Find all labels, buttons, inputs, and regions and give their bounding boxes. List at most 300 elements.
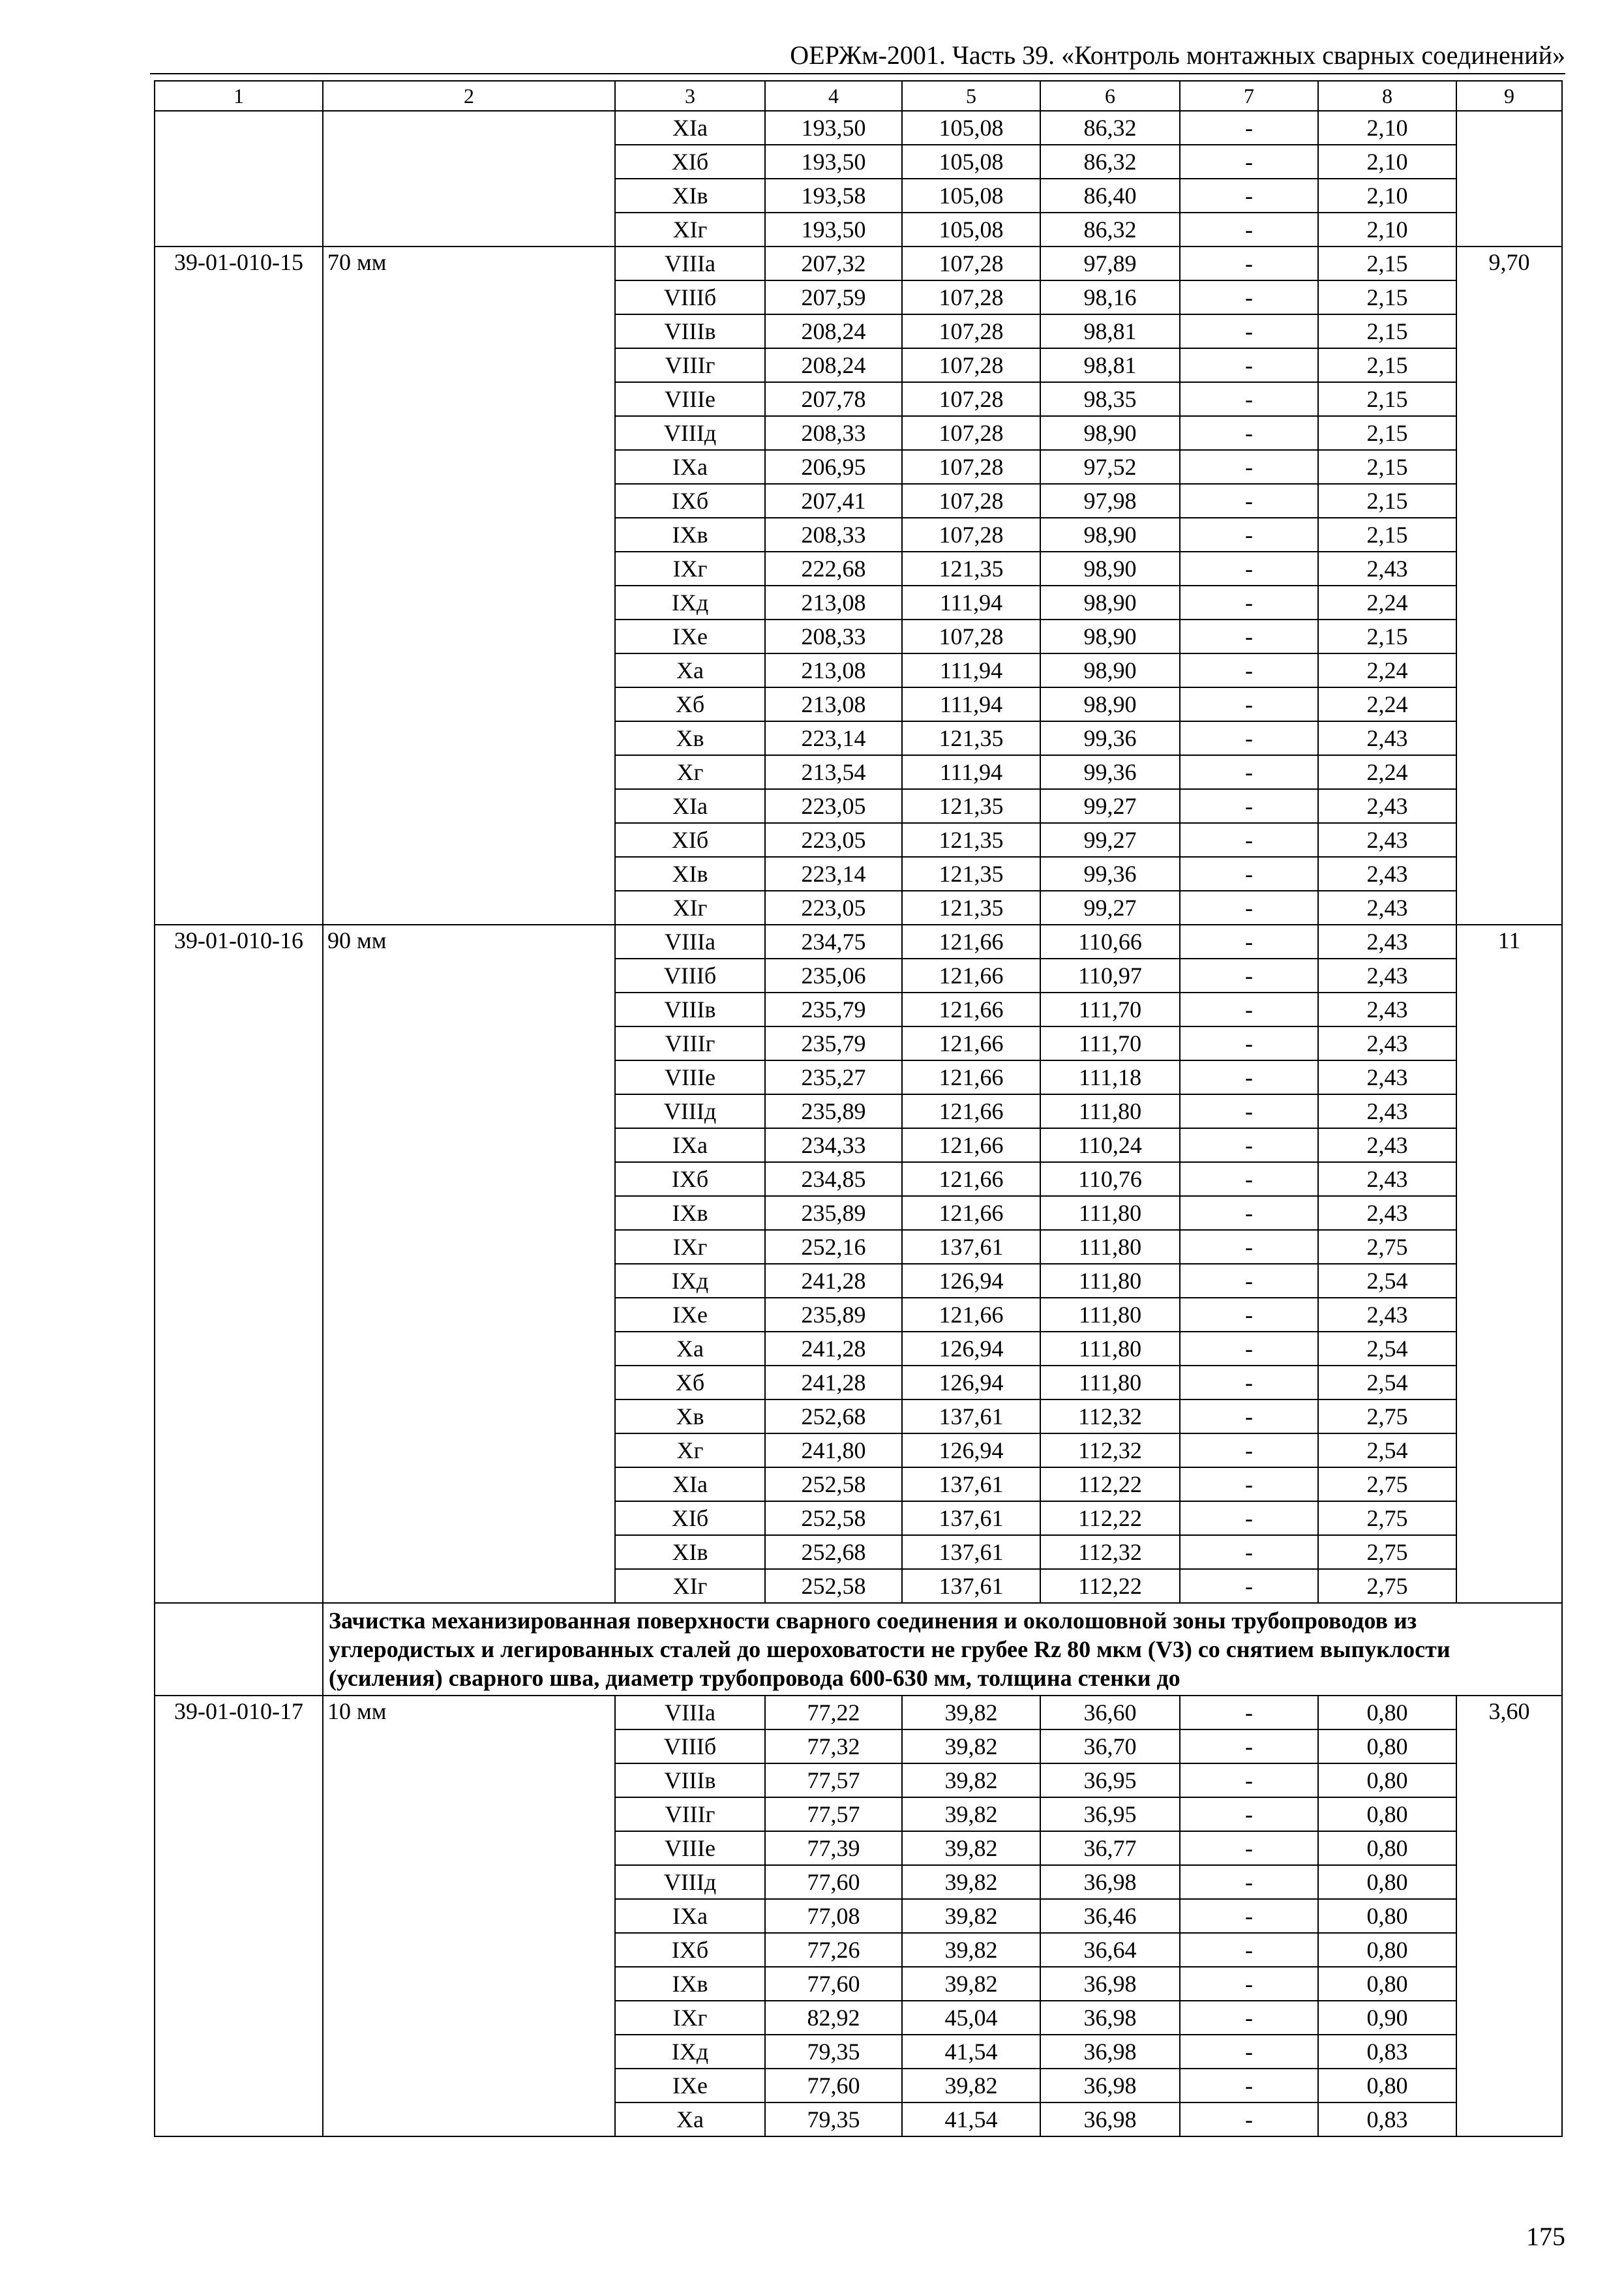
total-cost: 223,05 bbox=[765, 823, 902, 857]
materials-cost: - bbox=[1180, 552, 1318, 586]
category: IXд bbox=[615, 2035, 765, 2069]
labor-hours: 0,80 bbox=[1318, 1729, 1456, 1763]
materials-cost: - bbox=[1180, 1128, 1318, 1162]
category: Xв bbox=[615, 721, 765, 755]
page-header-title: ОЕРЖм-2001. Часть 39. «Контроль монтажных сварных соединений» bbox=[790, 40, 1565, 70]
machine-cost: 112,32 bbox=[1040, 1433, 1180, 1467]
category: IXв bbox=[615, 1196, 765, 1230]
labor-cost: 126,94 bbox=[902, 1264, 1040, 1298]
labor-cost: 111,94 bbox=[902, 653, 1040, 687]
materials-cost: - bbox=[1180, 1831, 1318, 1865]
materials-cost: - bbox=[1180, 1763, 1318, 1797]
total-cost: 208,24 bbox=[765, 314, 902, 348]
category: IXг bbox=[615, 1230, 765, 1264]
labor-hours: 2,24 bbox=[1318, 653, 1456, 687]
category: VIIIб bbox=[615, 1729, 765, 1763]
category: IXа bbox=[615, 1128, 765, 1162]
table-body bbox=[155, 111, 1562, 2136]
labor-hours: 0,80 bbox=[1318, 1899, 1456, 1933]
labor-hours: 0,80 bbox=[1318, 1967, 1456, 2001]
total-cost: 77,22 bbox=[765, 1696, 902, 1729]
labor-cost: 107,28 bbox=[902, 247, 1040, 280]
labor-cost: 121,66 bbox=[902, 1196, 1040, 1230]
materials-cost: - bbox=[1180, 1162, 1318, 1196]
machine-cost: 36,60 bbox=[1040, 1696, 1180, 1729]
labor-hours: 0,80 bbox=[1318, 1797, 1456, 1831]
labor-hours: 2,10 bbox=[1318, 111, 1456, 145]
labor-hours: 2,75 bbox=[1318, 1569, 1456, 1603]
materials-cost: - bbox=[1180, 1501, 1318, 1535]
category: Xб bbox=[615, 1366, 765, 1399]
total-cost: 77,60 bbox=[765, 1865, 902, 1899]
machine-cost: 111,70 bbox=[1040, 993, 1180, 1026]
total-cost: 234,33 bbox=[765, 1128, 902, 1162]
total-cost: 82,92 bbox=[765, 2001, 902, 2035]
norm-code bbox=[155, 111, 323, 247]
materials-cost: - bbox=[1180, 1467, 1318, 1501]
category: VIIIе bbox=[615, 382, 765, 416]
labor-hours: 2,15 bbox=[1318, 620, 1456, 653]
machine-cost: 36,98 bbox=[1040, 1967, 1180, 2001]
machine-cost: 36,95 bbox=[1040, 1797, 1180, 1831]
labor-cost: 39,82 bbox=[902, 1763, 1040, 1797]
category: Xа bbox=[615, 653, 765, 687]
materials-cost: - bbox=[1180, 518, 1318, 552]
labor-hours: 2,10 bbox=[1318, 179, 1456, 213]
total-cost: 213,08 bbox=[765, 653, 902, 687]
machine-cost: 86,40 bbox=[1040, 179, 1180, 213]
labor-cost: 121,66 bbox=[902, 1026, 1040, 1060]
total-cost: 235,79 bbox=[765, 993, 902, 1026]
machine-cost: 99,36 bbox=[1040, 721, 1180, 755]
machine-cost: 111,80 bbox=[1040, 1298, 1180, 1332]
machine-cost: 36,70 bbox=[1040, 1729, 1180, 1763]
machine-cost: 111,18 bbox=[1040, 1060, 1180, 1094]
machine-cost: 112,22 bbox=[1040, 1467, 1180, 1501]
labor-cost: 121,66 bbox=[902, 1094, 1040, 1128]
labor-cost: 39,82 bbox=[902, 1729, 1040, 1763]
machine-cost: 98,90 bbox=[1040, 416, 1180, 450]
labor-cost: 45,04 bbox=[902, 2001, 1040, 2035]
total-cost: 241,28 bbox=[765, 1332, 902, 1366]
labor-hours: 2,15 bbox=[1318, 518, 1456, 552]
labor-cost: 137,61 bbox=[902, 1467, 1040, 1501]
labor-hours: 0,80 bbox=[1318, 1696, 1456, 1729]
category: IXб bbox=[615, 1933, 765, 1967]
machine-cost: 86,32 bbox=[1040, 145, 1180, 179]
header-rule bbox=[150, 73, 1565, 74]
materials-cost: - bbox=[1180, 1535, 1318, 1569]
labor-cost: 126,94 bbox=[902, 1332, 1040, 1366]
total-cost: 207,41 bbox=[765, 484, 902, 518]
materials-cost: - bbox=[1180, 179, 1318, 213]
labor-hours: 2,75 bbox=[1318, 1535, 1456, 1569]
total-cost: 77,57 bbox=[765, 1763, 902, 1797]
labor-cost: 107,28 bbox=[902, 484, 1040, 518]
total-cost: 213,08 bbox=[765, 586, 902, 620]
materials-cost: - bbox=[1180, 1366, 1318, 1399]
labor-cost: 39,82 bbox=[902, 2069, 1040, 2102]
total-cost: 208,24 bbox=[765, 348, 902, 382]
labor-hours: 2,24 bbox=[1318, 687, 1456, 721]
total-cost: 207,59 bbox=[765, 280, 902, 314]
machine-cost: 99,27 bbox=[1040, 891, 1180, 925]
labor-cost: 121,35 bbox=[902, 552, 1040, 586]
total-cost: 223,14 bbox=[765, 857, 902, 891]
category: Xа bbox=[615, 2102, 765, 2136]
machine-cost: 36,98 bbox=[1040, 2102, 1180, 2136]
materials-cost: - bbox=[1180, 213, 1318, 247]
total-cost: 235,89 bbox=[765, 1196, 902, 1230]
materials-cost: - bbox=[1180, 586, 1318, 620]
category: IXб bbox=[615, 484, 765, 518]
machine-cost: 111,80 bbox=[1040, 1094, 1180, 1128]
materials-cost: - bbox=[1180, 789, 1318, 823]
materials-cost: - bbox=[1180, 925, 1318, 959]
machine-cost: 36,98 bbox=[1040, 2069, 1180, 2102]
labor-cost: 121,66 bbox=[902, 1298, 1040, 1332]
labor-cost: 107,28 bbox=[902, 348, 1040, 382]
labor-cost: 121,35 bbox=[902, 789, 1040, 823]
machine-cost: 98,16 bbox=[1040, 280, 1180, 314]
labor-cost: 105,08 bbox=[902, 111, 1040, 145]
total-cost: 193,50 bbox=[765, 213, 902, 247]
labor-cost: 39,82 bbox=[902, 1967, 1040, 2001]
machine-cost: 110,24 bbox=[1040, 1128, 1180, 1162]
machine-cost: 111,80 bbox=[1040, 1264, 1180, 1298]
machine-cost: 99,27 bbox=[1040, 823, 1180, 857]
materials-cost: - bbox=[1180, 1298, 1318, 1332]
total-cost: 223,14 bbox=[765, 721, 902, 755]
materials-cost: - bbox=[1180, 653, 1318, 687]
materials-cost: - bbox=[1180, 382, 1318, 416]
labor-cost: 137,61 bbox=[902, 1399, 1040, 1433]
category: IXа bbox=[615, 1899, 765, 1933]
total-cost: 77,32 bbox=[765, 1729, 902, 1763]
machine-cost: 98,90 bbox=[1040, 687, 1180, 721]
machine-cost: 99,27 bbox=[1040, 789, 1180, 823]
labor-hours: 2,15 bbox=[1318, 416, 1456, 450]
total-cost: 193,58 bbox=[765, 179, 902, 213]
category: XIб bbox=[615, 823, 765, 857]
labor-cost: 137,61 bbox=[902, 1230, 1040, 1264]
machine-cost: 97,98 bbox=[1040, 484, 1180, 518]
machine-cost: 112,32 bbox=[1040, 1535, 1180, 1569]
total-cost: 77,26 bbox=[765, 1933, 902, 1967]
materials-cost: - bbox=[1180, 1264, 1318, 1298]
labor-hours: 2,75 bbox=[1318, 1501, 1456, 1535]
materials-cost: - bbox=[1180, 1094, 1318, 1128]
materials-cost: - bbox=[1180, 1933, 1318, 1967]
category: Xг bbox=[615, 1433, 765, 1467]
machine-cost: 110,66 bbox=[1040, 925, 1180, 959]
labor-hours: 2,10 bbox=[1318, 213, 1456, 247]
labor-cost: 111,94 bbox=[902, 687, 1040, 721]
labor-hours: 0,80 bbox=[1318, 2069, 1456, 2102]
labor-hours: 2,43 bbox=[1318, 1128, 1456, 1162]
machine-cost: 98,81 bbox=[1040, 348, 1180, 382]
machine-cost: 36,77 bbox=[1040, 1831, 1180, 1865]
labor-hours: 2,10 bbox=[1318, 145, 1456, 179]
total-cost: 208,33 bbox=[765, 416, 902, 450]
labor-hours: 2,43 bbox=[1318, 993, 1456, 1026]
materials-cost: - bbox=[1180, 484, 1318, 518]
total-cost: 79,35 bbox=[765, 2035, 902, 2069]
materials-cost: - bbox=[1180, 1899, 1318, 1933]
materials-cost: - bbox=[1180, 959, 1318, 993]
machine-cost: 99,36 bbox=[1040, 755, 1180, 789]
total-cost: 223,05 bbox=[765, 789, 902, 823]
total-cost: 252,58 bbox=[765, 1467, 902, 1501]
wall-thickness bbox=[323, 111, 615, 247]
labor-cost: 121,66 bbox=[902, 959, 1040, 993]
labor-cost: 107,28 bbox=[902, 280, 1040, 314]
category: VIIIг bbox=[615, 1026, 765, 1060]
category: IXд bbox=[615, 586, 765, 620]
labor-cost: 111,94 bbox=[902, 755, 1040, 789]
labor-cost: 121,66 bbox=[902, 1060, 1040, 1094]
total-cost: 213,54 bbox=[765, 755, 902, 789]
section-title: Зачистка механизированная поверхности сварного соединения и околошовной зоны трубопроводов из углеродистых и легированных сталей до шероховатости не грубее Rz 80 мкм (V3) со снятием выпуклости (усиления) сварного шва, диаметр трубопровода 600-630 мм, толщина стенки до bbox=[323, 1603, 1562, 1696]
total-cost: 77,57 bbox=[765, 1797, 902, 1831]
category: IXб bbox=[615, 1162, 765, 1196]
labor-hours: 2,43 bbox=[1318, 1094, 1456, 1128]
labor-cost: 121,35 bbox=[902, 823, 1040, 857]
table-row bbox=[155, 1696, 1562, 1729]
category: VIIIб bbox=[615, 959, 765, 993]
column-number-4: 4 bbox=[765, 81, 902, 111]
labor-cost: 121,35 bbox=[902, 857, 1040, 891]
labor-hours: 2,43 bbox=[1318, 959, 1456, 993]
labor-hours: 2,15 bbox=[1318, 280, 1456, 314]
materials-cost: - bbox=[1180, 1026, 1318, 1060]
machinist-hours: 11 bbox=[1456, 925, 1562, 1603]
machine-cost: 86,32 bbox=[1040, 111, 1180, 145]
materials-cost: - bbox=[1180, 1332, 1318, 1366]
labor-cost: 107,28 bbox=[902, 620, 1040, 653]
labor-cost: 39,82 bbox=[902, 1933, 1040, 1967]
labor-hours: 2,43 bbox=[1318, 1060, 1456, 1094]
materials-cost: - bbox=[1180, 1060, 1318, 1094]
price-table bbox=[154, 80, 1563, 2137]
labor-cost: 107,28 bbox=[902, 416, 1040, 450]
total-cost: 213,08 bbox=[765, 687, 902, 721]
labor-cost: 137,61 bbox=[902, 1501, 1040, 1535]
machine-cost: 112,32 bbox=[1040, 1399, 1180, 1433]
materials-cost: - bbox=[1180, 857, 1318, 891]
machine-cost: 36,46 bbox=[1040, 1899, 1180, 1933]
materials-cost: - bbox=[1180, 348, 1318, 382]
category: VIIIв bbox=[615, 1763, 765, 1797]
labor-hours: 2,75 bbox=[1318, 1467, 1456, 1501]
labor-cost: 137,61 bbox=[902, 1569, 1040, 1603]
labor-hours: 2,75 bbox=[1318, 1230, 1456, 1264]
labor-hours: 2,43 bbox=[1318, 552, 1456, 586]
category: VIIIд bbox=[615, 416, 765, 450]
labor-cost: 39,82 bbox=[902, 1797, 1040, 1831]
machine-cost: 98,90 bbox=[1040, 653, 1180, 687]
category: VIIIа bbox=[615, 247, 765, 280]
materials-cost: - bbox=[1180, 1230, 1318, 1264]
wall-thickness: 70 мм bbox=[323, 247, 615, 925]
labor-cost: 126,94 bbox=[902, 1433, 1040, 1467]
labor-cost: 107,28 bbox=[902, 518, 1040, 552]
category: VIIIе bbox=[615, 1831, 765, 1865]
labor-cost: 105,08 bbox=[902, 179, 1040, 213]
category: XIа bbox=[615, 111, 765, 145]
labor-cost: 39,82 bbox=[902, 1696, 1040, 1729]
labor-hours: 2,54 bbox=[1318, 1264, 1456, 1298]
machine-cost: 36,98 bbox=[1040, 2035, 1180, 2069]
machinist-hours: 3,60 bbox=[1456, 1696, 1562, 2136]
total-cost: 207,78 bbox=[765, 382, 902, 416]
total-cost: 252,58 bbox=[765, 1569, 902, 1603]
category: Xа bbox=[615, 1332, 765, 1366]
labor-hours: 2,75 bbox=[1318, 1399, 1456, 1433]
materials-cost: - bbox=[1180, 145, 1318, 179]
labor-hours: 2,24 bbox=[1318, 755, 1456, 789]
total-cost: 79,35 bbox=[765, 2102, 902, 2136]
labor-hours: 2,15 bbox=[1318, 314, 1456, 348]
total-cost: 252,58 bbox=[765, 1501, 902, 1535]
machine-cost: 97,89 bbox=[1040, 247, 1180, 280]
labor-cost: 111,94 bbox=[902, 586, 1040, 620]
machine-cost: 98,90 bbox=[1040, 518, 1180, 552]
materials-cost: - bbox=[1180, 450, 1318, 484]
total-cost: 77,60 bbox=[765, 2069, 902, 2102]
labor-cost: 41,54 bbox=[902, 2102, 1040, 2136]
column-number-1: 1 bbox=[155, 81, 323, 111]
machine-cost: 112,22 bbox=[1040, 1569, 1180, 1603]
machine-cost: 111,80 bbox=[1040, 1366, 1180, 1399]
total-cost: 235,89 bbox=[765, 1094, 902, 1128]
materials-cost: - bbox=[1180, 823, 1318, 857]
category: VIIIв bbox=[615, 314, 765, 348]
labor-hours: 2,15 bbox=[1318, 348, 1456, 382]
total-cost: 235,79 bbox=[765, 1026, 902, 1060]
labor-hours: 2,43 bbox=[1318, 1196, 1456, 1230]
norm-code: 39-01-010-15 bbox=[155, 247, 323, 925]
machine-cost: 98,90 bbox=[1040, 586, 1180, 620]
machine-cost: 98,81 bbox=[1040, 314, 1180, 348]
column-number-6: 6 bbox=[1040, 81, 1180, 111]
total-cost: 252,68 bbox=[765, 1399, 902, 1433]
machine-cost: 86,32 bbox=[1040, 213, 1180, 247]
section-title-blank-cell bbox=[155, 1603, 323, 1696]
materials-cost: - bbox=[1180, 280, 1318, 314]
materials-cost: - bbox=[1180, 687, 1318, 721]
category: VIIIа bbox=[615, 925, 765, 959]
category: XIб bbox=[615, 1501, 765, 1535]
labor-cost: 105,08 bbox=[902, 213, 1040, 247]
column-number-8: 8 bbox=[1318, 81, 1456, 111]
category: IXв bbox=[615, 518, 765, 552]
page-number: 175 bbox=[1526, 2222, 1565, 2251]
machine-cost: 111,70 bbox=[1040, 1026, 1180, 1060]
machine-cost: 36,95 bbox=[1040, 1763, 1180, 1797]
labor-hours: 2,54 bbox=[1318, 1433, 1456, 1467]
machine-cost: 112,22 bbox=[1040, 1501, 1180, 1535]
machinist-hours: 9,70 bbox=[1456, 247, 1562, 925]
category: Xг bbox=[615, 755, 765, 789]
materials-cost: - bbox=[1180, 1865, 1318, 1899]
labor-hours: 2,43 bbox=[1318, 1162, 1456, 1196]
machine-cost: 36,98 bbox=[1040, 2001, 1180, 2035]
machine-cost: 111,80 bbox=[1040, 1332, 1180, 1366]
column-number-2: 2 bbox=[323, 81, 615, 111]
machinist-hours bbox=[1456, 111, 1562, 247]
total-cost: 206,95 bbox=[765, 450, 902, 484]
column-number-row bbox=[155, 81, 1562, 111]
materials-cost: - bbox=[1180, 1569, 1318, 1603]
labor-hours: 2,43 bbox=[1318, 1026, 1456, 1060]
table-row bbox=[155, 925, 1562, 959]
wall-thickness: 10 мм bbox=[323, 1696, 615, 2136]
category: IXе bbox=[615, 2069, 765, 2102]
category: VIIIд bbox=[615, 1094, 765, 1128]
total-cost: 241,28 bbox=[765, 1264, 902, 1298]
total-cost: 252,16 bbox=[765, 1230, 902, 1264]
machine-cost: 98,90 bbox=[1040, 620, 1180, 653]
materials-cost: - bbox=[1180, 111, 1318, 145]
labor-hours: 2,54 bbox=[1318, 1332, 1456, 1366]
category: IXе bbox=[615, 620, 765, 653]
total-cost: 77,08 bbox=[765, 1899, 902, 1933]
materials-cost: - bbox=[1180, 1696, 1318, 1729]
labor-cost: 39,82 bbox=[902, 1831, 1040, 1865]
labor-hours: 2,15 bbox=[1318, 450, 1456, 484]
labor-hours: 0,80 bbox=[1318, 1865, 1456, 1899]
category: VIIIб bbox=[615, 280, 765, 314]
total-cost: 222,68 bbox=[765, 552, 902, 586]
materials-cost: - bbox=[1180, 416, 1318, 450]
category: XIг bbox=[615, 1569, 765, 1603]
materials-cost: - bbox=[1180, 2001, 1318, 2035]
labor-cost: 121,66 bbox=[902, 925, 1040, 959]
labor-cost: 107,28 bbox=[902, 382, 1040, 416]
materials-cost: - bbox=[1180, 314, 1318, 348]
materials-cost: - bbox=[1180, 1399, 1318, 1433]
total-cost: 193,50 bbox=[765, 145, 902, 179]
labor-hours: 2,15 bbox=[1318, 247, 1456, 280]
category: IXе bbox=[615, 1298, 765, 1332]
category: VIIIг bbox=[615, 1797, 765, 1831]
labor-cost: 121,66 bbox=[902, 1128, 1040, 1162]
total-cost: 235,06 bbox=[765, 959, 902, 993]
labor-hours: 2,43 bbox=[1318, 1298, 1456, 1332]
machine-cost: 98,35 bbox=[1040, 382, 1180, 416]
category: XIа bbox=[615, 1467, 765, 1501]
category: IXг bbox=[615, 552, 765, 586]
labor-cost: 137,61 bbox=[902, 1535, 1040, 1569]
total-cost: 77,39 bbox=[765, 1831, 902, 1865]
total-cost: 223,05 bbox=[765, 891, 902, 925]
labor-cost: 121,35 bbox=[902, 891, 1040, 925]
category: XIа bbox=[615, 789, 765, 823]
labor-hours: 0,83 bbox=[1318, 2102, 1456, 2136]
category: IXа bbox=[615, 450, 765, 484]
materials-cost: - bbox=[1180, 993, 1318, 1026]
materials-cost: - bbox=[1180, 620, 1318, 653]
labor-hours: 0,80 bbox=[1318, 1763, 1456, 1797]
total-cost: 235,89 bbox=[765, 1298, 902, 1332]
category: IXг bbox=[615, 2001, 765, 2035]
labor-cost: 121,66 bbox=[902, 993, 1040, 1026]
category: XIв bbox=[615, 179, 765, 213]
total-cost: 208,33 bbox=[765, 620, 902, 653]
machine-cost: 36,64 bbox=[1040, 1933, 1180, 1967]
materials-cost: - bbox=[1180, 1967, 1318, 2001]
